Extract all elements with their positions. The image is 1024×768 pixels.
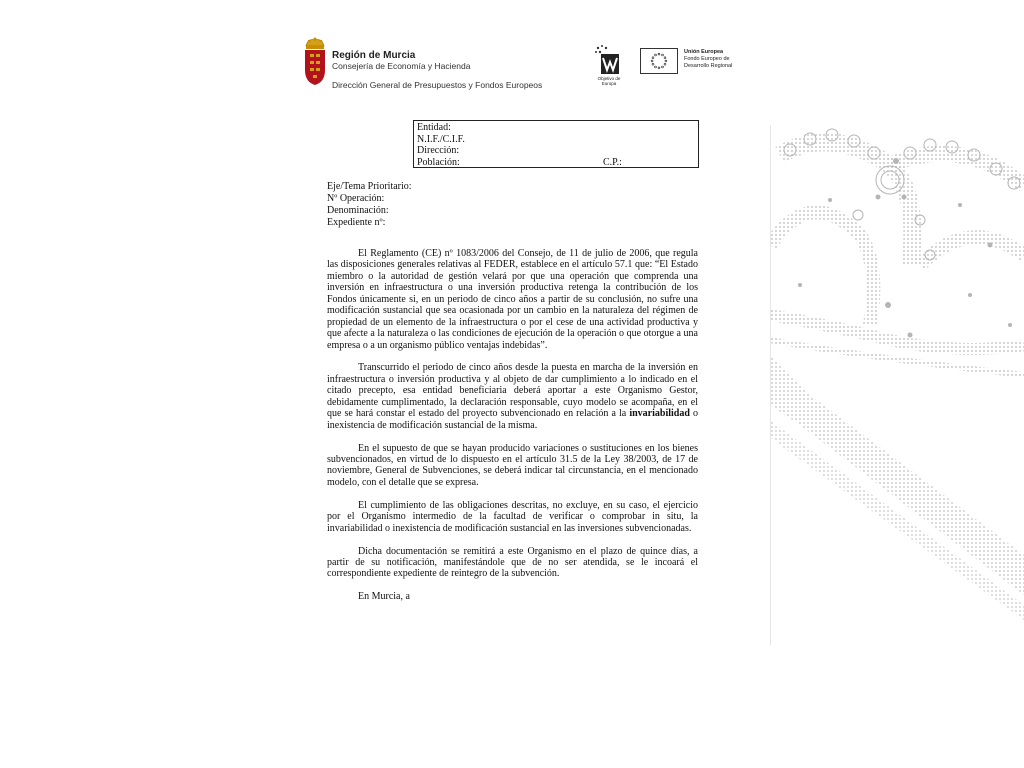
entity-info-box [413, 120, 699, 168]
paragraph-transcurrido-end: o inexistencia de modificación sustancial de la misma. [327, 408, 698, 431]
direccion-general-name: Dirección General de Presupuestos y Fondos Europeos [332, 80, 543, 90]
entidad-label: Entidad: [417, 122, 451, 133]
consejeria-name: Consejería de Economía y Hacienda [332, 61, 471, 71]
direccion-label: Dirección: [417, 145, 460, 156]
paragraph-supuesto: En el supuesto de que se hayan producido variaciones o sustituciones en los bienes subvencionados, en virtud de lo dispuesto en el artículo 31.5 de la Ley 38/2003, de 17 de noviembre, General de Subvenciones, se deberá indicar tal circunstancia, en el mencionado modelo, con el detalle que se expresa. [327, 442, 698, 488]
eu-title: Unión Europea [684, 49, 724, 55]
eu-fund-line-2: Desarrollo Regional [684, 63, 733, 69]
eu-fund-line-1: Fondo Europeo de [684, 56, 730, 62]
region-name: Región de Murcia [332, 50, 416, 61]
paragraph-documentacion: Dicha documentación se remitirá a este Organismo en el plazo de quince días, a partir de su notificación, manifestándole que de no ser atendida, se le incoará el correspondiente expediente de reintegro de la subvención. [327, 545, 698, 580]
operacion-label: Nº Operación: [327, 193, 385, 204]
objetivo-europa-caption: Objetivo de Europa [597, 76, 621, 86]
poblacion-label: Población: [417, 156, 460, 168]
paragraph-cumplimiento: El cumplimiento de las obligaciones descritas, no excluye, en su caso, el ejercicio por el Organismo intermedio de la facultad de verificar o comprobar in situ, la invariabilidad o inexistencia de modificación sustancial en las inversiones subvencionadas. [327, 499, 698, 534]
invariabilidad-bold: invariabilidad [629, 408, 690, 420]
operation-fields [327, 181, 412, 229]
region-murcia-coat-of-arms-icon [302, 36, 328, 86]
expediente-label: Expediente nº: [327, 217, 386, 228]
eu-flag-icon [640, 48, 678, 74]
document-body [327, 248, 698, 603]
paragraph-transcurrido [327, 362, 698, 431]
poblacion-row [417, 157, 695, 169]
crown-watermark-icon [770, 125, 1024, 645]
paragraph-transcurrido-text: Transcurrido el periodo de cinco años desde la puesta en marcha de la inversión en infraestructura o inversión productiva y al objeto de dar cumplimiento a lo indicado en el citado precepto, esa entidad beneficiaria deberá aportar a este Organismo Gestor, debidamente cumplimentado, la declaración responsable, cuyo modelo se acompaña, en el que se hará constar el estado del proyecto subvencionado en relación a la [327, 362, 698, 420]
paragraph-reglamento: El Reglamento (CE) nº 1083/2006 del Consejo, de 11 de julio de 2006, que regula las disposiciones generales relativas al FEDER, establece en el artículo 57.1 que: “El Estado miembro o la autoridad de gestión velará por que una operación que comprenda una inversión en infraestructura o una inversión productiva retenga la contribución de los Fondos únicamente si, en un periodo de cinco años a partir de su conclusión, no sufre una modificación sustancial que sea ocasionada por un cambio en la naturaleza del régimen de propiedad de un elemento de la infraestructura o por el cese de una actividad productiva y que afecte a la naturaleza o las condiciones de ejecución de la operación o que otorgue a una empresa o a un organismo público ventajas indebidas”. [327, 248, 698, 351]
closing-line: En Murcia, a [358, 591, 410, 603]
eje-label: Eje/Tema Prioritario: [327, 181, 412, 192]
nif-label: N.I.F./C.I.F. [417, 133, 465, 145]
denominacion-label: Denominación: [327, 205, 389, 216]
eu-fund-text [684, 49, 732, 70]
cp-label: C.P.: [603, 156, 622, 168]
